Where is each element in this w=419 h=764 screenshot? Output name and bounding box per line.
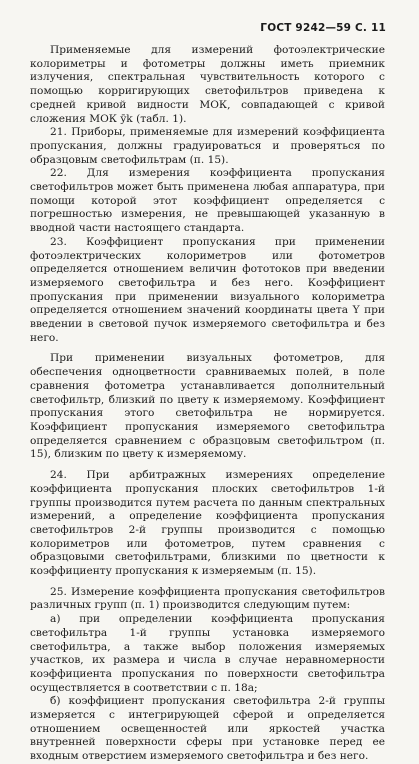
paragraph: 25. Измерение коэффициента пропускания светофильтров различных групп (п. 1) производится следующим путем:: [30, 585, 385, 612]
document-body: [30, 44, 385, 764]
paragraph: 21. Приборы, применяемые для измерений коэффициента пропускания, должны градуироваться и проверяться по образцовым светофильтрам (п. 15).: [30, 126, 385, 166]
paragraph: б) коэффициент пропускания светофильтра 2-й группы измеряется с интегрирующей сферой и определяется отношением освещенностей или яркостей участка внутренней поверхности сферы при установке перед ее входным отверстием измеряемого светофильтра и без него.: [30, 695, 385, 763]
paragraph: 22. Для измерения коэффициента пропускания светофильтров может быть применена любая аппаратура, при помощи которой этот коэффициент определяется с погрешностью измерения, не превышающей указанную в вводной части настоящего стандарта.: [30, 167, 385, 235]
paragraph: а) при определении коэффициента пропускания светофильтра 1-й группы установка измеряемого светофильтра, а также выбор положения измеряемых участков, их размера и числа в случае неравномерности коэффициента пропускания по поверхности светофильтра осуществляется в соответствии с п. 18а;: [30, 613, 385, 694]
paragraph: 23. Коэффициент пропускания при применении фотоэлектрических колориметров или фотометров определяется отношением величин фототоков при введении измеряемого светофильтра и без него. Коэффициент пропускания при применении визуального колориметра определяется отношением значений координаты цвета Y при введении в световой пучок измеряемого светофильтра и без него.: [30, 235, 385, 344]
paragraph: При применении визуальных фотометров, для обеспечения одноцветности сравниваемых полей, в поле сравнения фотометра устанавливается дополнительный светофильтр, близкий по цвету к измеряемому. Коэффициент пропускания этого светофильтра не нормируется. Коэффициент пропускания измеряемого светофильтра определяется сравнением с образцовым светофильтром (п. 15), близким по цвету к измеряемому.: [30, 352, 385, 461]
paragraph: 24. При арбитражных измерениях определение коэффициента пропускания плоских светофильтров 1-й группы производится путем расчета по данным спектральных измерений, а определение коэффициента пропускания светофильтров 2-й группы производится с помощью колориметров или фотометров, путем сравнения с образцовыми светофильтрами, близкими по цветности к коэффициенту пропускания к измеряемым (п. 15).: [30, 469, 385, 578]
paragraph: Применяемые для измерений фотоэлектрические колориметры и фотометры должны иметь приемник излучения, спектральная чувствительность которого с помощью корригирующих светофильтров приведена к средней кривой видности МОК, совпадающей с кривой сложения МОК ȳk (табл. 1).: [30, 44, 385, 125]
page-header: ГОСТ 9242—59 С. 11: [260, 22, 386, 34]
